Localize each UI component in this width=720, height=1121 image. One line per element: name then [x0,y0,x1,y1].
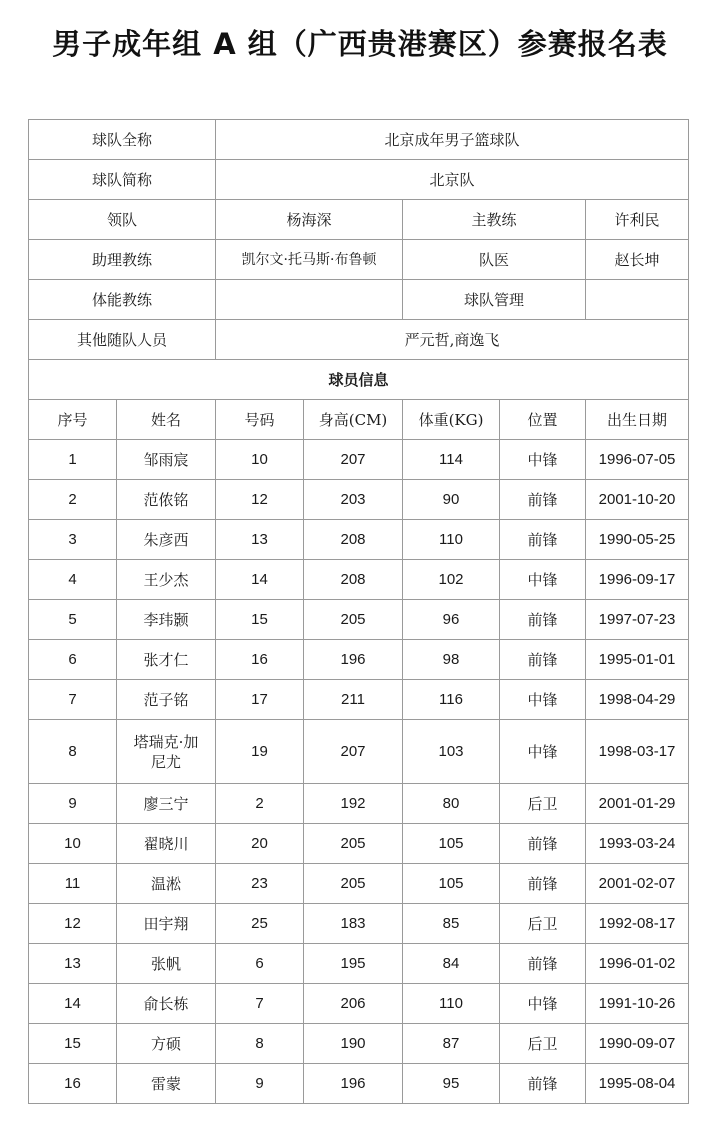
player-row [29,480,689,520]
player-height: 207 [304,440,403,480]
player-row [29,520,689,560]
leader-row [29,200,689,240]
other-staff-label: 其他随队人员 [29,320,216,360]
player-position: 前锋 [500,520,586,560]
player-number: 8 [216,1024,304,1064]
player-height: 183 [304,904,403,944]
player-weight: 80 [403,784,500,824]
player-position: 中锋 [500,720,586,784]
player-number: 13 [216,520,304,560]
player-weight: 90 [403,480,500,520]
player-position: 前锋 [500,944,586,984]
player-number: 12 [216,480,304,520]
player-height: 208 [304,520,403,560]
player-row [29,560,689,600]
player-index: 14 [29,984,117,1024]
fitness-coach-label: 体能教练 [29,280,216,320]
player-height: 205 [304,864,403,904]
assistant-coach-value: 凯尔文·托马斯·布鲁顿 [216,240,403,280]
leader-label: 领队 [29,200,216,240]
player-birth-date: 1998-04-29 [586,680,689,720]
player-number: 20 [216,824,304,864]
player-number: 19 [216,720,304,784]
player-birth-date: 1996-07-05 [586,440,689,480]
player-birth-date: 2001-01-29 [586,784,689,824]
player-position: 中锋 [500,440,586,480]
players-section-heading: 球员信息 [29,360,689,400]
player-height: 208 [304,560,403,600]
player-height: 195 [304,944,403,984]
player-weight: 103 [403,720,500,784]
page-title: 男子成年组 A 组（广西贵港赛区）参赛报名表 [52,27,668,61]
assistant-row [29,240,689,280]
player-birth-date: 1995-08-04 [586,1064,689,1104]
player-name: 范子铭 [117,680,216,720]
player-name: 廖三宁 [117,784,216,824]
player-birth-date: 1996-09-17 [586,560,689,600]
player-birth-date: 1991-10-26 [586,984,689,1024]
player-index: 8 [29,720,117,784]
player-index: 4 [29,560,117,600]
player-name: 李玮颢 [117,600,216,640]
registration-form-table [28,119,689,1104]
column-header: 号码 [216,400,304,440]
team-manager-label: 球队管理 [403,280,586,320]
column-header: 出生日期 [586,400,689,440]
player-birth-date: 1992-08-17 [586,904,689,944]
player-row [29,984,689,1024]
player-position: 前锋 [500,600,586,640]
player-weight: 96 [403,600,500,640]
player-row [29,824,689,864]
player-birth-date: 1993-03-24 [586,824,689,864]
player-weight: 114 [403,440,500,480]
player-position: 后卫 [500,1024,586,1064]
player-row [29,1064,689,1104]
player-row [29,784,689,824]
leader-value: 杨海深 [216,200,403,240]
team-doctor-label: 队医 [403,240,586,280]
player-birth-date: 1995-01-01 [586,640,689,680]
fitness-coach-value [216,280,403,320]
player-height: 205 [304,600,403,640]
player-weight: 87 [403,1024,500,1064]
player-height: 207 [304,720,403,784]
player-name: 邹雨宸 [117,440,216,480]
player-name: 方硕 [117,1024,216,1064]
player-birth-date: 1997-07-23 [586,600,689,640]
player-height: 190 [304,1024,403,1064]
player-name: 田宇翔 [117,904,216,944]
others-row [29,320,689,360]
player-index: 10 [29,824,117,864]
player-position: 前锋 [500,480,586,520]
player-index: 5 [29,600,117,640]
player-number: 9 [216,1064,304,1104]
team-short-name-label: 球队简称 [29,160,216,200]
player-position: 中锋 [500,984,586,1024]
player-number: 14 [216,560,304,600]
head-coach-value: 许利民 [586,200,689,240]
player-weight: 110 [403,520,500,560]
player-columns-header [29,400,689,440]
team-doctor-value: 赵长坤 [586,240,689,280]
player-index: 2 [29,480,117,520]
player-position: 中锋 [500,680,586,720]
player-height: 205 [304,824,403,864]
player-number: 7 [216,984,304,1024]
player-number: 15 [216,600,304,640]
player-index: 7 [29,680,117,720]
player-position: 后卫 [500,784,586,824]
fitness-row [29,280,689,320]
player-number: 2 [216,784,304,824]
player-height: 206 [304,984,403,1024]
players-section-row [29,360,689,400]
player-name: 王少杰 [117,560,216,600]
player-position: 前锋 [500,864,586,904]
player-number: 6 [216,944,304,984]
other-staff-value: 严元哲,商逸飞 [216,320,689,360]
player-name: 翟晓川 [117,824,216,864]
player-weight: 84 [403,944,500,984]
player-birth-date: 2001-10-20 [586,480,689,520]
player-birth-date: 1998-03-17 [586,720,689,784]
player-weight: 110 [403,984,500,1024]
player-number: 25 [216,904,304,944]
player-birth-date: 2001-02-07 [586,864,689,904]
player-number: 16 [216,640,304,680]
player-index: 15 [29,1024,117,1064]
player-height: 196 [304,640,403,680]
team-short-name-value: 北京队 [216,160,689,200]
column-header: 序号 [29,400,117,440]
player-row [29,1024,689,1064]
player-number: 10 [216,440,304,480]
player-name: 张才仁 [117,640,216,680]
player-position: 中锋 [500,560,586,600]
player-weight: 95 [403,1064,500,1104]
assistant-coach-label: 助理教练 [29,240,216,280]
player-number: 23 [216,864,304,904]
column-header: 位置 [500,400,586,440]
player-weight: 98 [403,640,500,680]
player-row [29,680,689,720]
player-row [29,864,689,904]
player-row [29,944,689,984]
player-weight: 105 [403,864,500,904]
player-name: 范侬铭 [117,480,216,520]
player-name: 温淞 [117,864,216,904]
player-index: 12 [29,904,117,944]
player-row [29,640,689,680]
team-full-name-label: 球队全称 [29,120,216,160]
player-name: 朱彦西 [117,520,216,560]
player-weight: 116 [403,680,500,720]
player-number: 17 [216,680,304,720]
player-index: 3 [29,520,117,560]
player-row [29,904,689,944]
team-full-name-row [29,120,689,160]
player-position: 前锋 [500,824,586,864]
player-weight: 85 [403,904,500,944]
player-row [29,440,689,480]
player-position: 前锋 [500,1064,586,1104]
player-position: 后卫 [500,904,586,944]
column-header: 姓名 [117,400,216,440]
player-index: 1 [29,440,117,480]
player-index: 11 [29,864,117,904]
team-short-name-row [29,160,689,200]
player-birth-date: 1990-05-25 [586,520,689,560]
player-height: 192 [304,784,403,824]
player-height: 203 [304,480,403,520]
player-index: 13 [29,944,117,984]
player-height: 196 [304,1064,403,1104]
player-row [29,720,689,784]
player-name: 雷蒙 [117,1064,216,1104]
team-full-name-value: 北京成年男子篮球队 [216,120,689,160]
player-name: 塔瑞克·加尼尤 [117,720,216,784]
player-height: 211 [304,680,403,720]
player-name: 张帆 [117,944,216,984]
player-index: 9 [29,784,117,824]
player-birth-date: 1996-01-02 [586,944,689,984]
head-coach-label: 主教练 [403,200,586,240]
column-header: 体重(KG) [403,400,500,440]
player-position: 前锋 [500,640,586,680]
player-weight: 102 [403,560,500,600]
player-index: 16 [29,1064,117,1104]
player-row [29,600,689,640]
team-manager-value [586,280,689,320]
player-weight: 105 [403,824,500,864]
player-index: 6 [29,640,117,680]
player-name: 俞长栋 [117,984,216,1024]
column-header: 身高(CM) [304,400,403,440]
player-birth-date: 1990-09-07 [586,1024,689,1064]
